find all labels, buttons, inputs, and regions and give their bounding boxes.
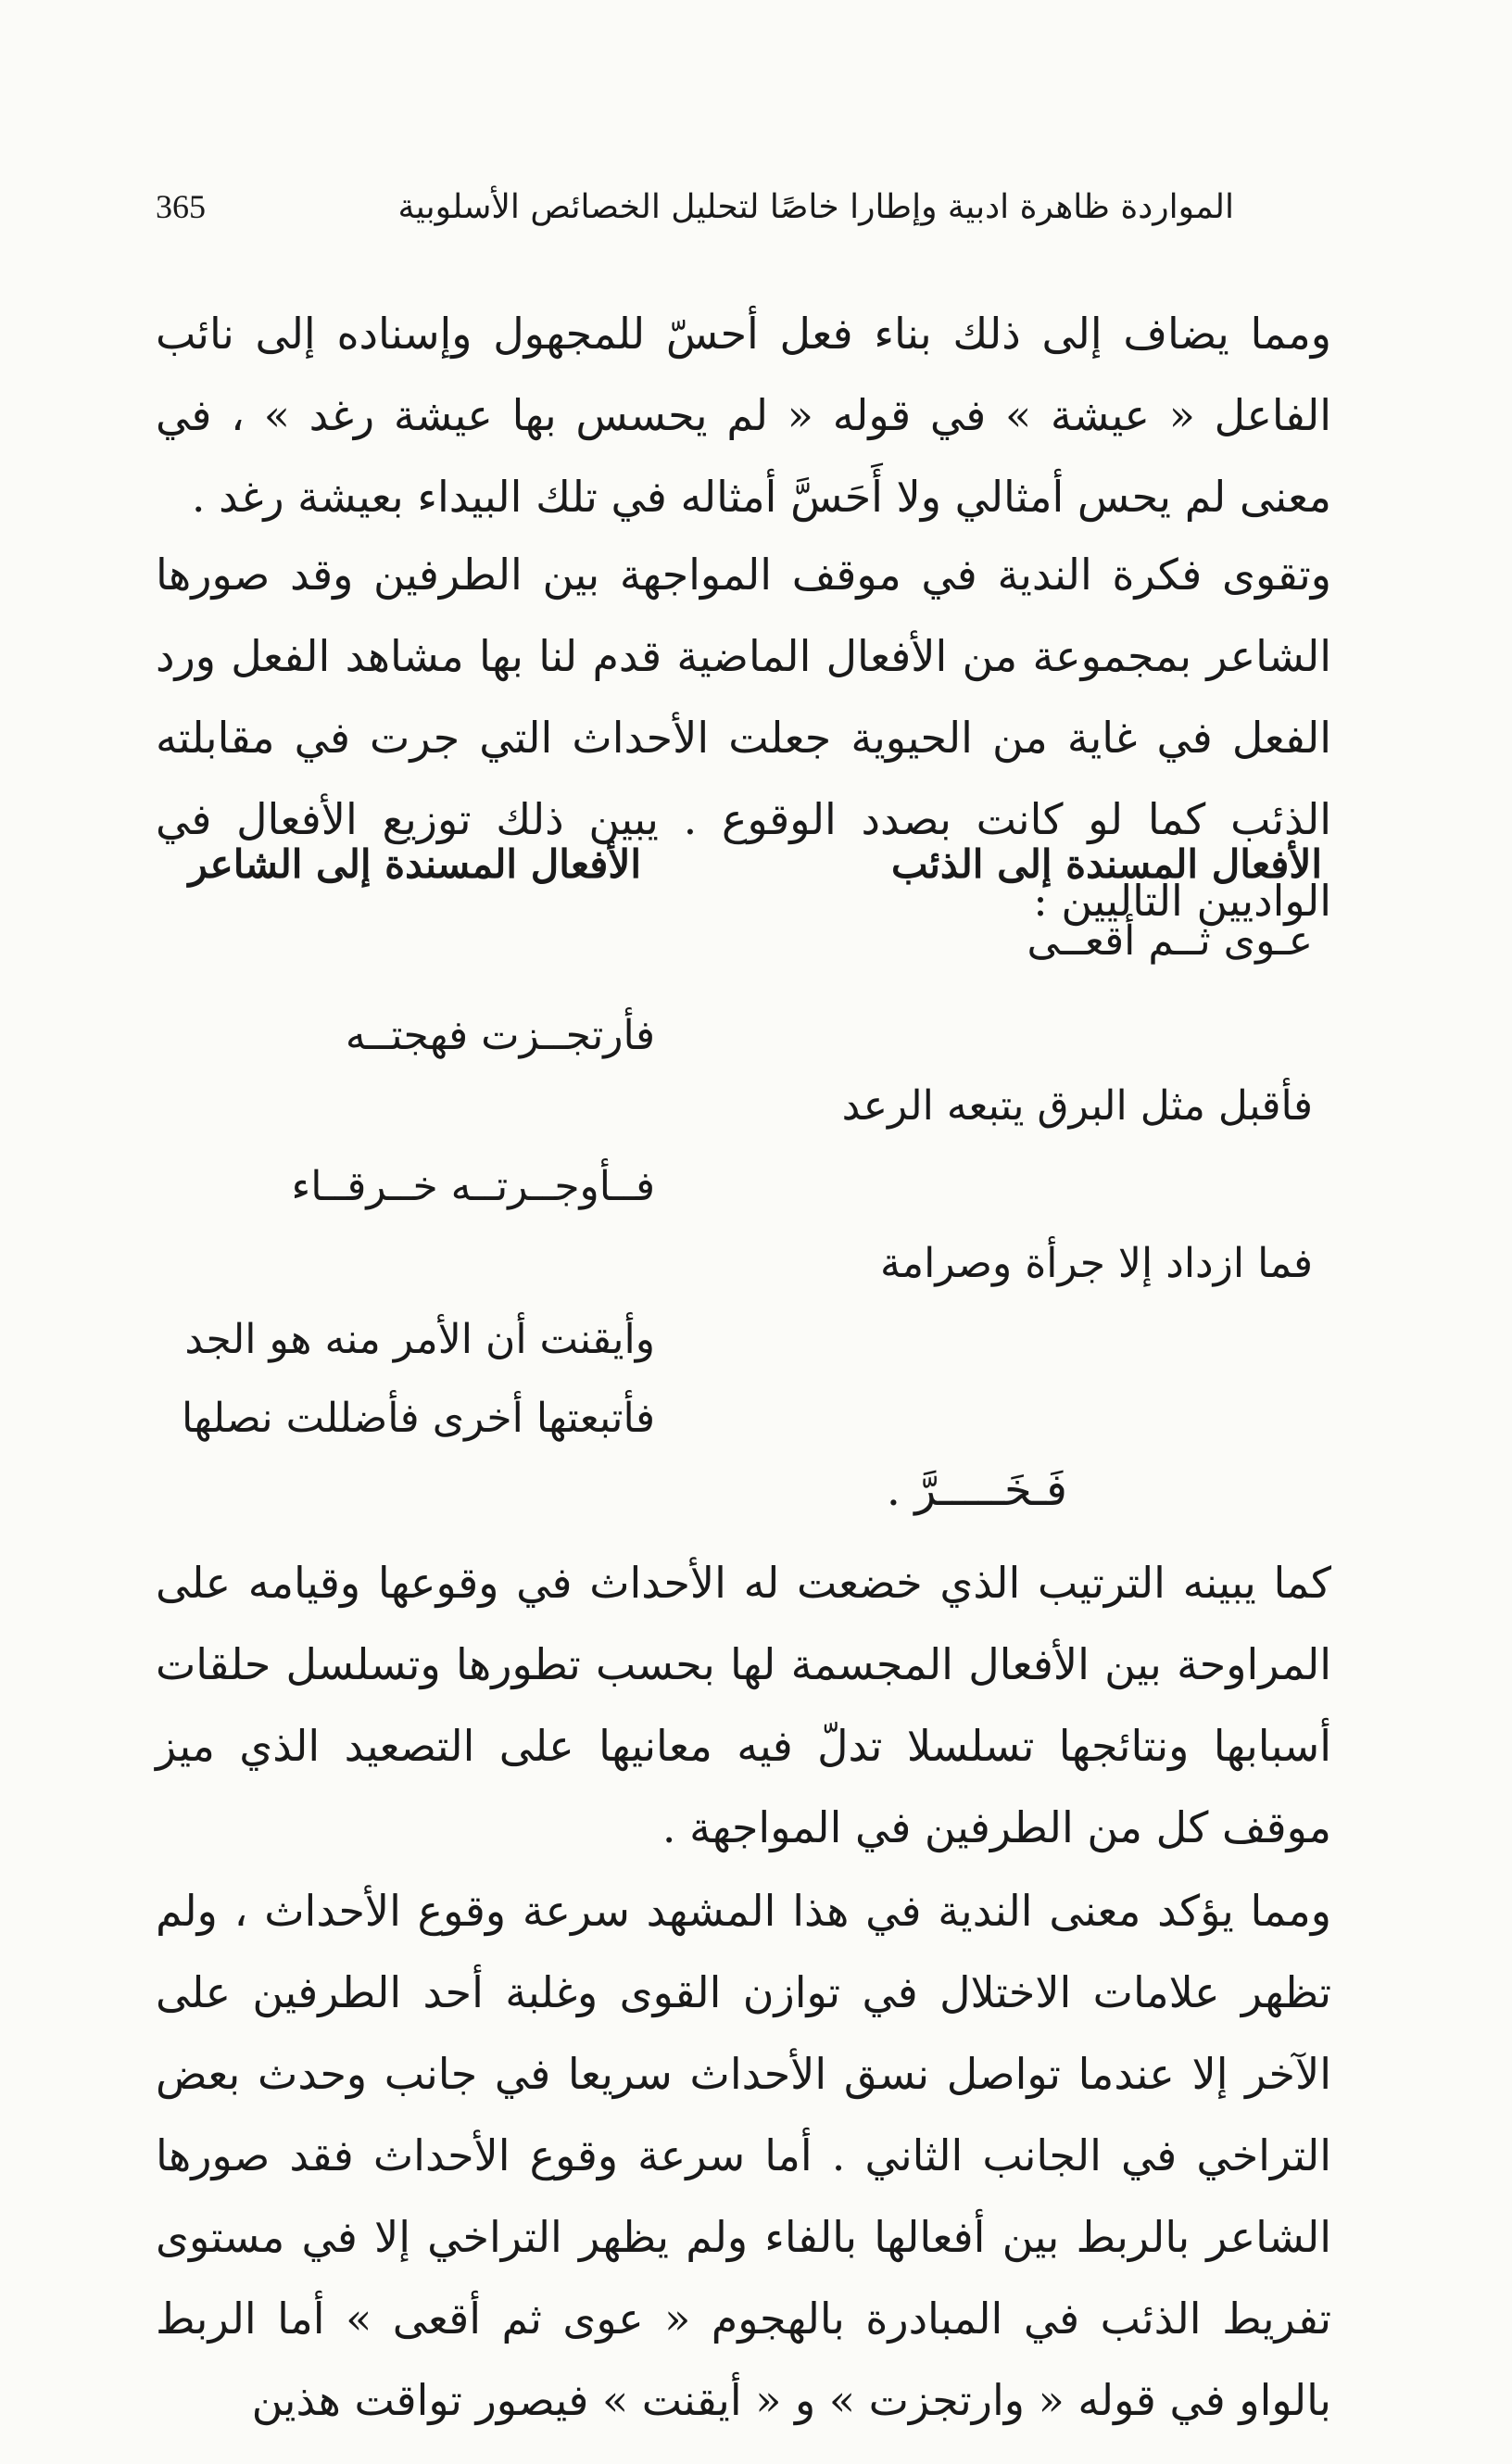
poet-verb-2: فــأوجــرتــه خــرقــاء <box>291 1163 655 1210</box>
paragraph-4: ومما يؤكد معنى الندية في هذا المشهد سرعة وقوع الأحداث ، ولم تظهر علامات الاختلال في توازن القوى وغلبة أحد الطرفين على الآخر إلا عندما تواصل نسق الأحداث سريعا في جانب وحدث بعض التراخي في الجانب الثاني . أما سرعة وقوع الأحداث فقد صورها الشاعر بالربط بين أفعالها بالفاء ولم يظهر التراخي إلا في مستوى تفريط الذئب في المبادرة بالهجوم « عوى ثم أقعى » أما الربط بالواو في قوله « وارتجزت » و « أيقنت » فيصور تواقت هذين <box>156 1886 1331 2425</box>
running-head <box>156 174 1234 239</box>
wolf-verb-1: عـوى ثــم أقعــى <box>1027 917 1313 965</box>
running-head-title: المواردة ظاهرة ادبية وإطارا خاصًا لتحليل الخصائص الأسلوبية <box>397 187 1234 226</box>
poet-verb-3: وأيقنت أن الأمر منه هو الجد <box>184 1316 655 1363</box>
poet-verb-1: فأرتجــزت فهجتــه <box>345 1012 655 1059</box>
verbs-table-header <box>156 841 1331 916</box>
page-number: 365 <box>156 188 206 225</box>
poet-verbs-header: الأفعال المسندة إلى الشاعر <box>188 841 641 887</box>
paragraph-3: كما يبينه الترتيب الذي خضعت له الأحداث في وقوعها وقيامه على المراوحة بين الأفعال المجسمة لها بحسب تطورها وتسلسل حلقات أسبابها ونتائجها تسلسلا تدلّ فيه معانيها على التصعيد الذي ميز موقف كل من الطرفين في المواجهة . <box>156 1558 1331 1852</box>
closing-verb: فَـخَـــــرَّ . <box>886 1464 1067 1516</box>
wolf-verbs-header: الأفعال المسندة إلى الذئب <box>891 841 1322 887</box>
poet-verb-4: فأتبعتها أخرى فأضللت نصلها <box>181 1395 655 1442</box>
wolf-verb-2: فأقبل مثل البرق يتبعه الرعد <box>841 1082 1313 1130</box>
wolf-verb-3: فما ازداد إلا جرأة وصرامة <box>879 1240 1313 1287</box>
paragraph-2: وتقوى فكرة الندية في موقف المواجهة بين الطرفين وقد صورها الشاعر بمجموعة من الأفعال الماضية قدم لنا بها مشاهد الفعل ورد الفعل في غاية من الحيوية جعلت الأحداث التي جرت في مقابلته الذئب كما لو كانت بصدد الوقوع . يبين ذلك توزيع الأفعال في الواديين التاليين : <box>156 550 1331 926</box>
paragraph-1: ومما يضاف إلى ذلك بناء فعل أحسّ للمجهول وإسناده إلى نائب الفاعل « عيشة » في قوله « لم يحسس بها عيشة رغد » ، في معنى لم يحس أمثالي ولا أَحَسَّ أمثاله في تلك البيداء بعيشة رغد . <box>156 309 1331 522</box>
